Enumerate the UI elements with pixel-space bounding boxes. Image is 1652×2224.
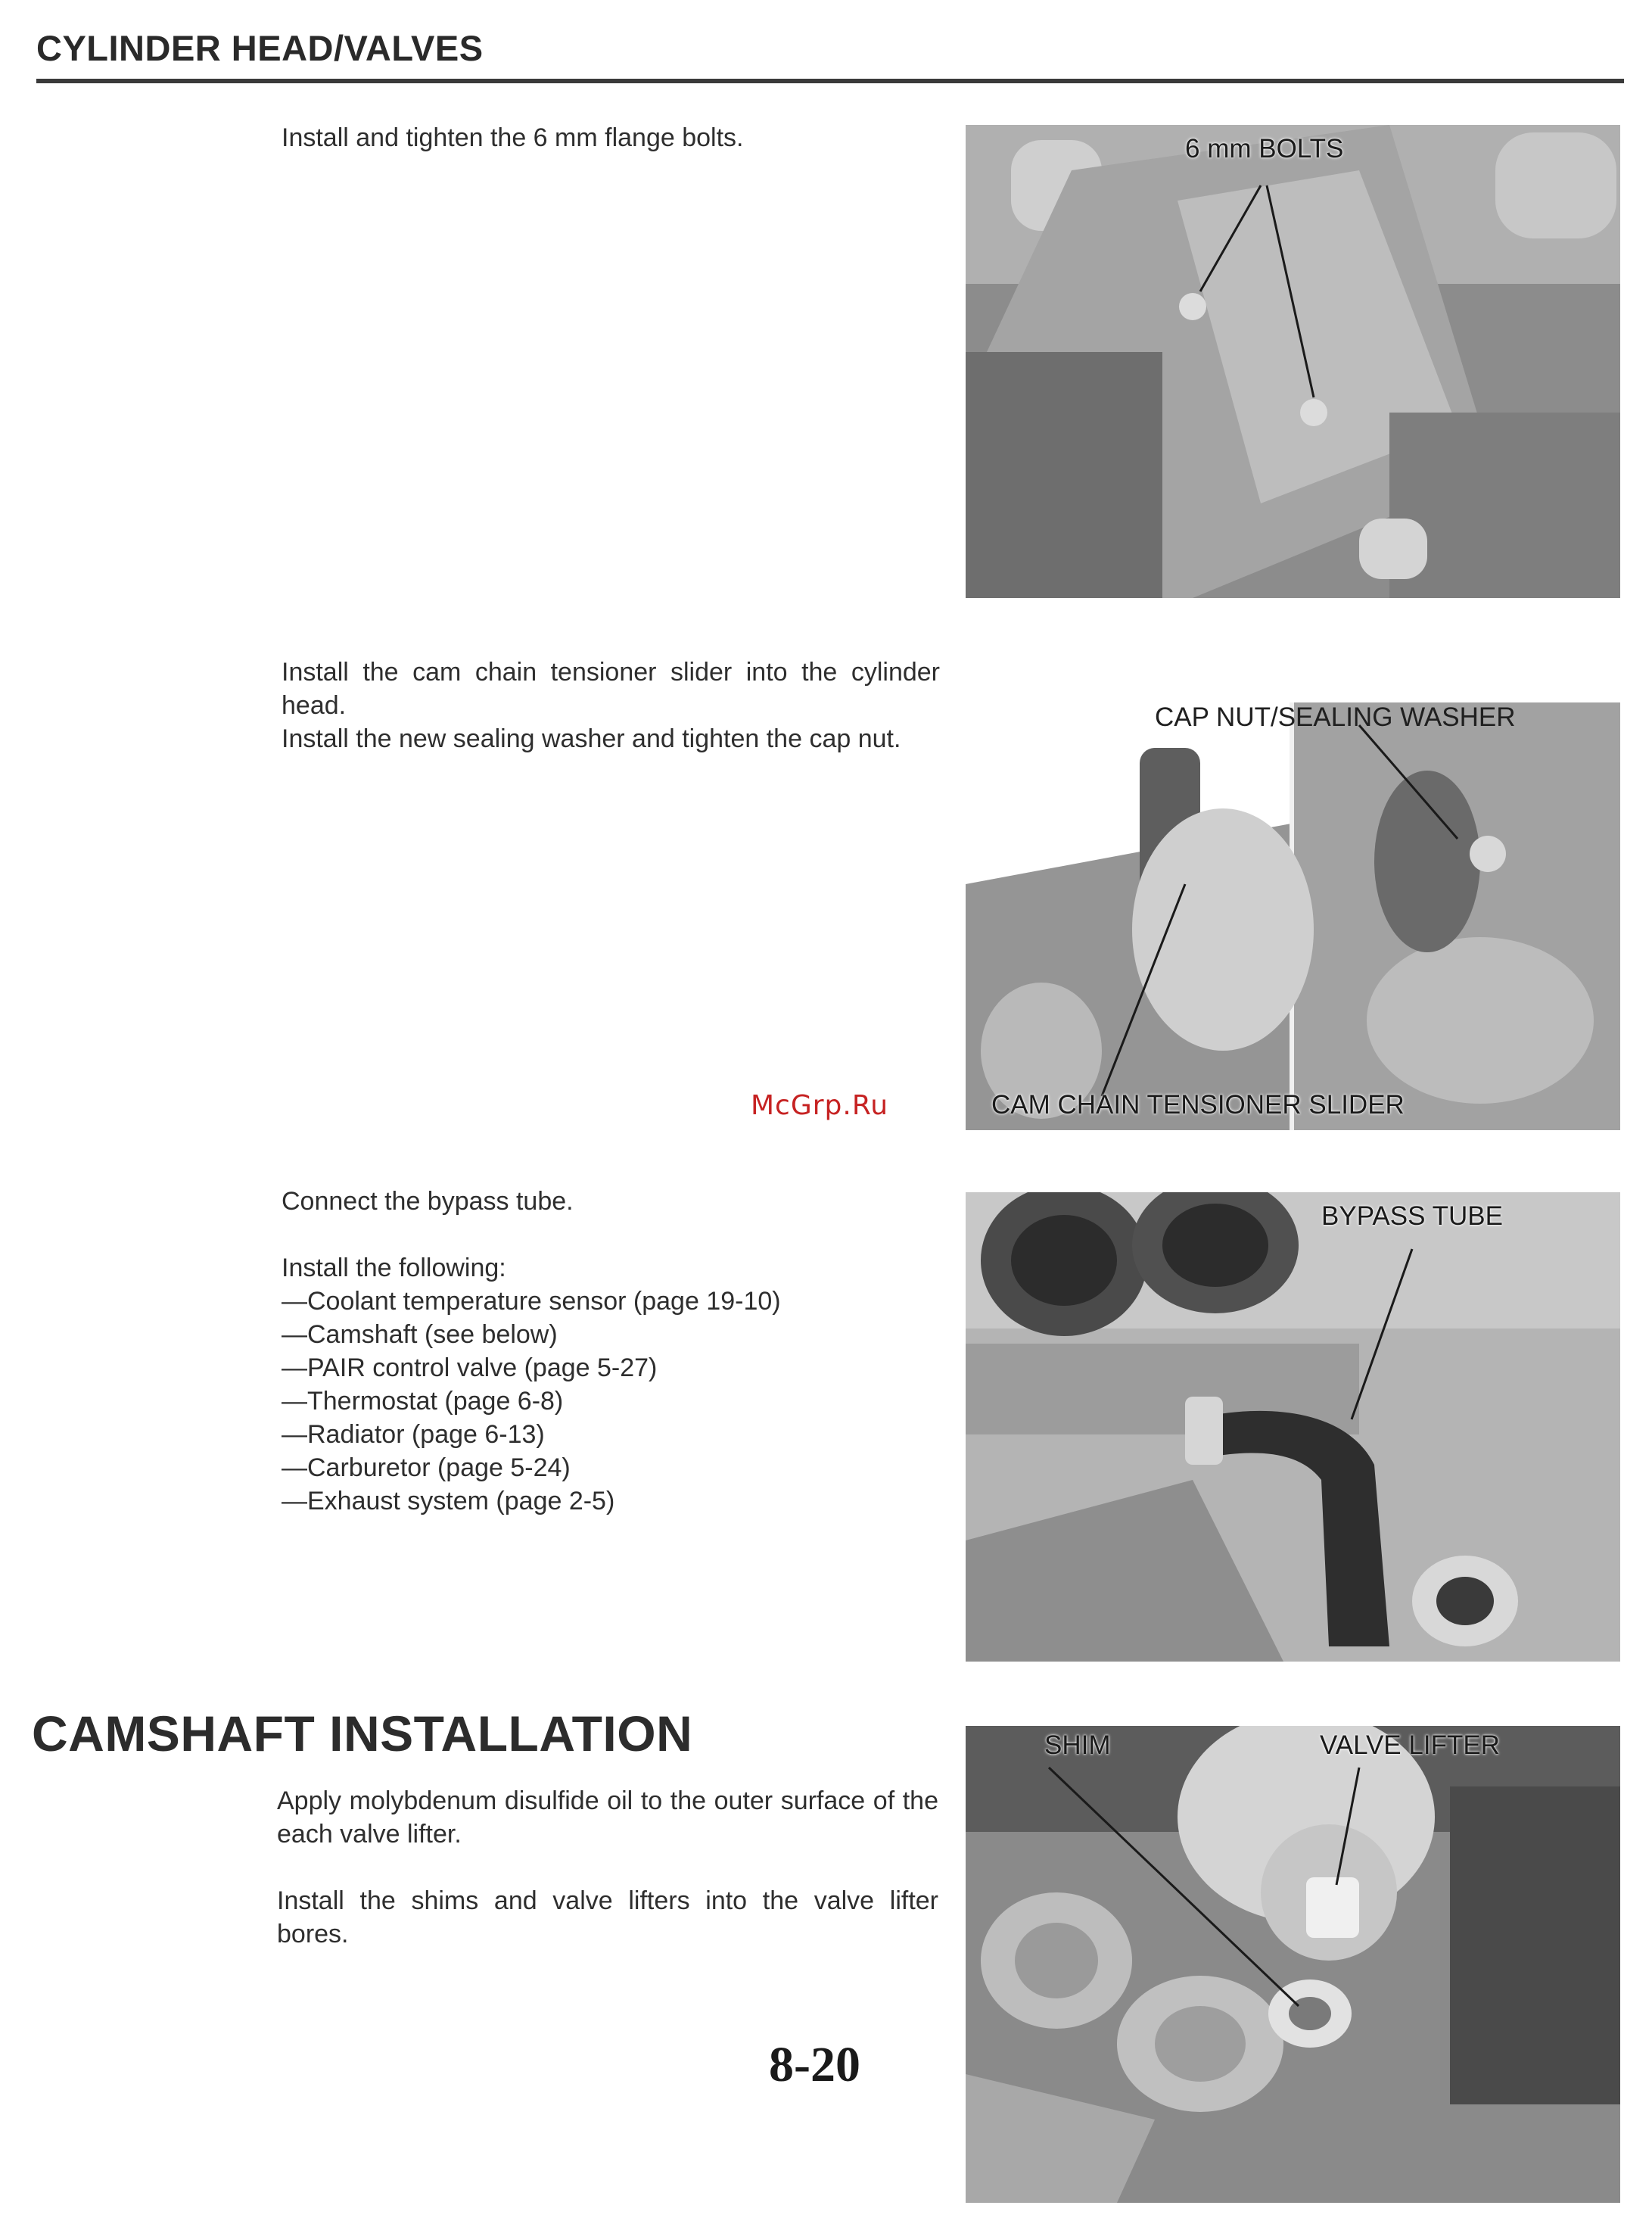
step-flange-bolts xyxy=(282,121,940,154)
callout-shim: SHIM xyxy=(1044,1730,1111,1760)
list-item xyxy=(282,1451,940,1484)
spacer xyxy=(282,1218,940,1251)
list-dash: — xyxy=(282,1420,307,1449)
list-item-text: PAIR control valve (page 5-27) xyxy=(307,1353,658,1382)
figure-6mm-bolts xyxy=(966,125,1620,598)
header-divider xyxy=(36,79,1624,83)
callout-cam-chain-tensioner-slider: CAM CHAIN TENSIONER SLIDER xyxy=(991,1090,1405,1120)
figure-shim-valve-lifter xyxy=(966,1726,1620,2203)
list-item xyxy=(282,1418,940,1451)
page-number: 8-20 xyxy=(769,2037,860,2092)
callout-valve-lifter: VALVE LIFTER xyxy=(1320,1730,1500,1760)
callout-bypass-tube: BYPASS TUBE xyxy=(1321,1201,1503,1231)
spacer xyxy=(277,1851,938,1884)
list-item-text: Camshaft (see below) xyxy=(307,1320,558,1349)
list-item-text: Coolant temperature sensor (page 19-10) xyxy=(307,1287,781,1316)
list-dash: — xyxy=(282,1320,307,1349)
step-bypass-tube-text: Connect the bypass tube. xyxy=(282,1187,574,1216)
watermark-text: McGrp.Ru xyxy=(751,1090,889,1121)
figure-tensioner-slider xyxy=(966,702,1620,1130)
step-tensioner-and-cap-nut xyxy=(282,656,940,755)
callout-cap-nut-sealing-washer: CAP NUT/SEALING WASHER xyxy=(1155,702,1516,732)
figure-tensioner-slider-photo xyxy=(966,702,1620,1130)
step-bypass-and-install-list xyxy=(282,1185,940,1518)
list-dash: — xyxy=(282,1353,307,1382)
list-dash: — xyxy=(282,1387,307,1416)
list-dash: — xyxy=(282,1487,307,1515)
figure-6mm-bolts-photo xyxy=(966,125,1620,598)
figure-bypass-tube-photo xyxy=(966,1192,1620,1662)
step-apply-oil-text: Apply molybdenum disulfide oil to the outer surface of the each valve lifter. xyxy=(277,1786,938,1849)
figure-shim-valve-lifter-photo xyxy=(966,1726,1620,2203)
list-item-text: Thermostat (page 6-8) xyxy=(307,1387,564,1416)
step-cap-nut-text: Install the new sealing washer and tighten the cap nut. xyxy=(282,724,901,753)
callout-6mm-bolts: 6 mm BOLTS xyxy=(1185,134,1344,164)
section-heading-camshaft-installation: CAMSHAFT INSTALLATION xyxy=(32,1705,693,1761)
camshaft-steps xyxy=(277,1784,938,1951)
list-item xyxy=(282,1351,940,1385)
list-item-text: Radiator (page 6-13) xyxy=(307,1420,545,1449)
list-dash: — xyxy=(282,1287,307,1316)
list-item xyxy=(282,1285,940,1318)
install-following-list xyxy=(282,1285,940,1518)
page-header-title: CYLINDER HEAD/VALVES xyxy=(36,28,484,68)
list-item xyxy=(282,1318,940,1351)
list-dash: — xyxy=(282,1453,307,1482)
list-item-text: Exhaust system (page 2-5) xyxy=(307,1487,615,1515)
figure-bypass-tube xyxy=(966,1192,1620,1662)
list-item xyxy=(282,1385,940,1418)
install-following-label: Install the following: xyxy=(282,1254,506,1282)
step-install-shims-text: Install the shims and valve lifters into the valve lifter bores. xyxy=(277,1886,938,1948)
list-item xyxy=(282,1484,940,1518)
list-item-text: Carburetor (page 5-24) xyxy=(307,1453,571,1482)
step-flange-bolts-text: Install and tighten the 6 mm flange bolts. xyxy=(282,123,744,152)
step-tensioner-slider-text: Install the cam chain tensioner slider into the cylinder head. xyxy=(282,658,940,720)
